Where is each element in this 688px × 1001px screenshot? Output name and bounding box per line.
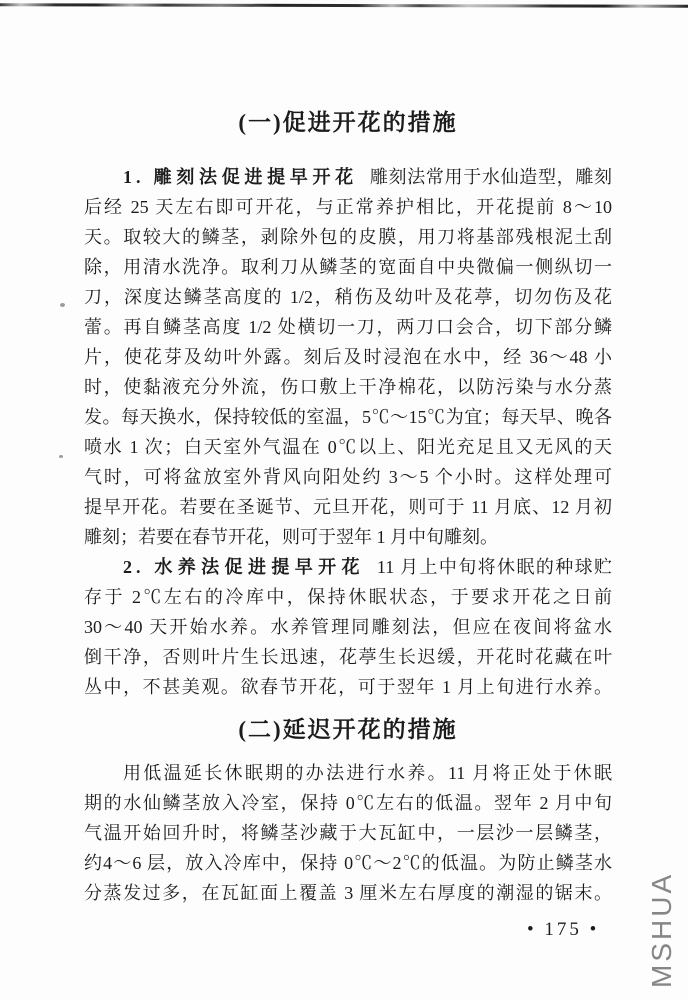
text-line: 发。每天换水，保持较低的室温，5℃～15℃为宜；每天早、晚各	[84, 407, 612, 427]
section-heading: (二)延迟开花的措施	[238, 717, 458, 742]
text-line	[84, 552, 612, 582]
run-in-heading: 1. 雕刻法促进提早开花	[123, 167, 358, 187]
text-line: 后经 25 天左右即可开花，与正常养护相比，开花提前 8～10	[84, 197, 612, 217]
text-line	[84, 162, 612, 192]
text-line: 天。取较大的鳞茎，剥除外包的皮膜，用刀将基部残根泥土刮	[84, 227, 612, 247]
scan-speck	[60, 303, 65, 307]
text-line: 分蒸发过多，在瓦缸面上覆盖 3 厘米左右厚度的潮湿的锯末。	[84, 883, 612, 903]
text-line: 气时，可将盆放室外背风向阳处约 3～5 个小时。这样处理可	[84, 467, 612, 487]
text-line: 30～40 天开始水养。水养管理同雕刻法，但应在夜间将盆水	[84, 617, 612, 637]
text-line: 除，用清水洗净。取利刀从鳞茎的宽面自中央微偏一侧纵切一	[84, 257, 612, 277]
text-line: 用低温延长休眠期的办法进行水养。11 月将正处于休眠	[123, 763, 612, 783]
text-line: 气温开始回升时，将鳞茎沙藏于大瓦缸中，一层沙一层鳞茎，	[84, 823, 612, 843]
text-line: 提早开花。若要在圣诞节、元旦开花，则可于 11 月底、12 月初	[84, 497, 612, 517]
text-line-continuation: 雕刻法常用于水仙造型，雕刻	[369, 167, 613, 187]
text-line: 片，使花芽及幼叶外露。刻后及时浸泡在水中，经 36～48 小	[84, 347, 612, 367]
section-heading: (一)促进开花的措施	[238, 110, 458, 135]
paragraph	[84, 552, 612, 702]
page-content	[84, 0, 612, 1001]
text-line: 刀，深度达鳞茎高度的 1/2，稍伤及幼叶及花葶，切勿伤及花	[84, 287, 612, 307]
paragraph	[84, 758, 612, 908]
text-line: 喷水 1 次；白天室外气温在 0℃以上、阳光充足且又无风的天	[84, 437, 612, 457]
text-line-continuation: 11 月上中旬将休眠的种球贮	[376, 557, 612, 577]
paragraph	[84, 162, 612, 552]
scan-speck	[59, 455, 63, 458]
text-line: 雕刻；若要在春节开花，则可于翌年 1 月中旬雕刻。	[84, 527, 498, 547]
text-line: 期的水仙鳞茎放入冷室，保持 0℃左右的低温。翌年 2 月中旬	[84, 793, 612, 813]
text-line: 倒干净，否则叶片生长迅速，花葶生长迟缓，开花时花藏在叶	[84, 647, 612, 667]
text-line: 约4～6 层，放入冷库中，保持 0℃～2℃的低温。为防止鳞茎水	[84, 853, 612, 873]
text-line: 时，使黏液充分外流，伤口敷上干净棉花，以防污染与水分蒸	[84, 377, 612, 397]
text-line: 蕾。再自鳞茎高度 1/2 处横切一刀，两刀口会合，切下部分鳞	[84, 317, 612, 337]
page-number: • 175 •	[527, 919, 600, 940]
text-line: 丛中，不甚美观。欲春节开花，可于翌年 1 月上旬进行水养。	[84, 677, 612, 697]
watermark-text: MSHUA	[646, 871, 677, 988]
text-line: 存于 2℃左右的冷库中，保持休眠状态，于要求开花之日前	[84, 587, 612, 607]
run-in-heading: 2. 水养法促进提早开花	[123, 557, 365, 577]
